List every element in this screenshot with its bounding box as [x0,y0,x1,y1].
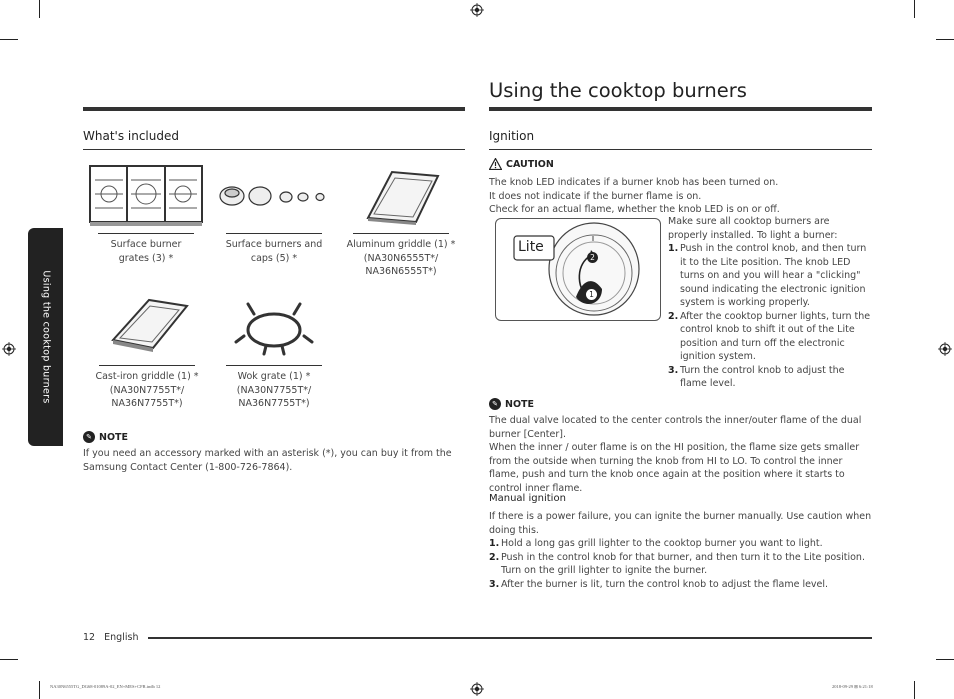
header-bar-left [83,107,465,111]
crop-mark [914,0,915,18]
registration-mark-icon [470,3,484,17]
manual-ignition-text [489,510,872,591]
section-heading-whats-included: What's included [83,129,179,143]
burner-grates-illustration [87,160,205,230]
page-title: Using the cooktop burners [489,79,747,102]
page-number: 12 [83,632,96,643]
ignition-step: 1. Push in the control knob, and then turn it to the Lite position. The knob LED turns on and you will hear a "clicking" sound indicating the electronic ignition system is working properly. [668,243,867,308]
chapter-side-tab-label: Using the cooktop burners [40,270,51,404]
registration-mark-icon [2,342,16,356]
crop-mark [39,681,40,699]
print-slug-left: NA30N6555TG_DG68-01089A-02_EN+MES+CFR.indb 12 [50,684,161,689]
note-heading [489,398,534,410]
note-line: The dual valve located to the center controls the inner/outer flame of the dual burner [Center]. [489,415,862,440]
control-knob-illustration [495,218,661,321]
crop-mark [936,39,954,40]
cast-iron-griddle-illustration [95,294,199,362]
dual-valve-note [489,414,872,495]
accessory-label: Surface burners and caps (5) * [225,239,323,264]
manual-ignition-step: 2. Push in the control knob for that burner, and then turn it to the Lite position. Turn on the grill lighter to ignite the burner. [489,551,865,576]
control-knob-icon [496,219,660,320]
crop-mark [0,659,18,660]
note-text: If you need an accessory marked with an asterisk (*), you can buy it from the Samsung Contact Center (1-800-726-7864). [83,448,452,473]
footer-rule [148,637,872,639]
crop-mark [936,659,954,660]
accessory-label: Cast-iron griddle (1) * (NA30N7755T*/ NA36N7755T*) [95,371,199,409]
accessory-cast-iron-griddle [92,294,202,411]
ignition-step: 3. Turn the control knob to adjust the flame level. [668,364,845,389]
knob-lite-label: Lite [518,239,544,255]
wok-grate-illustration [224,294,324,362]
registration-mark-icon [938,342,952,356]
print-slug-right: 2018-09-29 ⊞ 6:21:18 [832,684,873,689]
knob-step-2-badge: 2 [587,252,598,263]
crop-mark [0,39,18,40]
section-heading-ignition: Ignition [489,129,535,143]
caution-label: CAUTION [506,158,554,170]
warning-triangle-icon [489,158,502,170]
note-icon: ✎ [83,431,95,443]
chapter-side-tab [28,228,63,446]
section-rule [83,149,465,150]
crop-mark [39,0,40,18]
accessory-label: Surface burner grates (3) * [110,239,182,264]
registration-mark-icon [470,682,484,696]
subheading-manual-ignition: Manual ignition [489,493,566,504]
aluminum-griddle-illustration [346,160,456,230]
accessory-burners-caps [218,160,330,265]
manual-ignition-step: 1. Hold a long gas grill lighter to the cooktop burner you want to light. [489,538,823,549]
accessory-aluminum-griddle [344,160,458,279]
burners-caps-illustration [218,160,330,230]
note-line: When the inner / outer flame is on the HI position, the flame size gets smaller from the outside when turning the knob from HI to LO. To control the inner flame, push and turn the knob once again at the position where it starts to control inner flame. [489,442,860,494]
accessory-label: Wok grate (1) * (NA30N7755T*/ NA36N7755T*) [236,371,312,409]
section-rule [489,149,872,150]
caution-line: Check for an actual flame, whether the knob LED is on or off. [489,204,780,215]
note-icon: ✎ [489,398,501,410]
accessory-burner-grates [85,160,207,265]
manual-ignition-step: 3. After the burner is lit, turn the control knob to adjust the flame level. [489,578,829,590]
manual-ignition-intro: If there is a power failure, you can ignite the burner manually. Use caution when doing this. [489,511,872,536]
page-language: English [104,632,139,643]
accessory-label: Aluminum griddle (1) * (NA30N6555T*/ NA36N6555T*) [346,239,456,277]
note-label: NOTE [99,431,128,443]
note-label: NOTE [505,398,534,410]
crop-mark [914,681,915,699]
knob-step-1-badge: 1 [586,289,597,300]
page-footer [83,632,138,643]
caution-heading [489,158,554,170]
caution-line: It does not indicate if the burner flame is on. [489,190,702,202]
caution-line: The knob LED indicates if a burner knob has been turned on. [489,177,779,188]
ignition-step: 2. After the cooktop burner lights, turn the control knob to shift it out of the Lite position and turn off the electronic ignition system. [668,310,871,362]
ignition-instructions [668,215,872,391]
header-bar-right [489,107,872,111]
ignition-intro: Make sure all cooktop burners are properly installed. To light a burner: [668,216,838,241]
caution-text [489,176,872,217]
accessory-wok-grate [224,294,324,411]
note-heading [83,431,128,443]
